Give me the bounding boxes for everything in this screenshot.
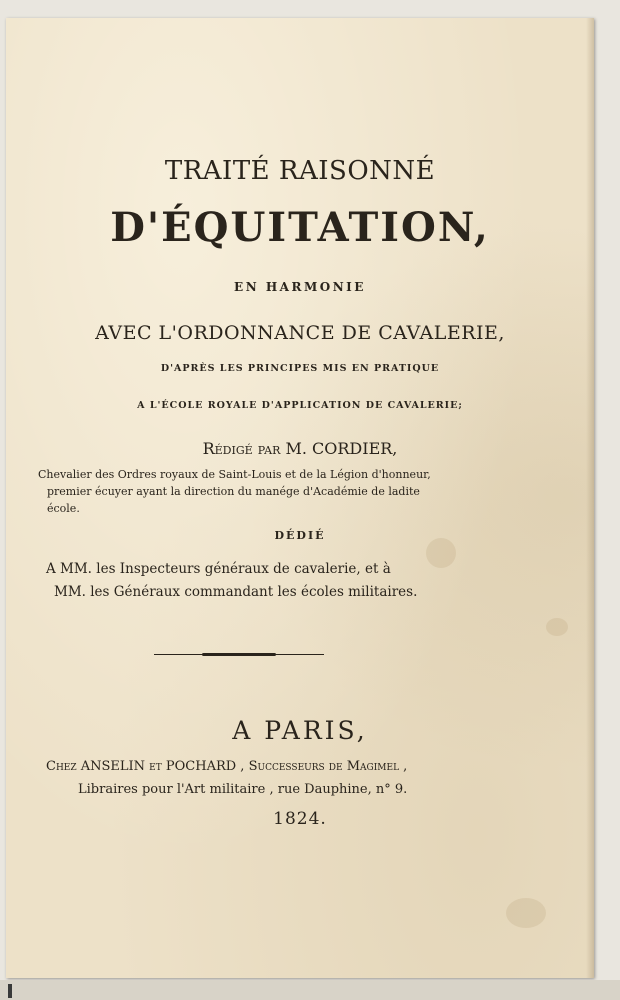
credentials-line-2: premier écuyer ayant la direction du manége d'Académie de ladite xyxy=(47,485,420,498)
dedication-line-1: A MM. les Inspecteurs généraux de cavalerie, et à xyxy=(46,561,391,577)
credentials-line-1: Chevalier des Ordres royaux de Saint-Louis et de la Légion d'honneur, xyxy=(38,468,431,481)
imprint-year: 1824. xyxy=(273,809,327,829)
subtitle-ordonnance: AVEC L'ORDONNANCE DE CAVALERIE, xyxy=(95,322,505,344)
publisher-line-1: Chez ANSELIN et POCHARD , Successeurs de Magimel , xyxy=(46,759,408,774)
publisher-line-2: Libraires pour l'Art militaire , rue Dauphine, n° 9. xyxy=(78,782,408,797)
title-line-2: D'ÉQUITATION, xyxy=(110,204,490,251)
author-credentials xyxy=(38,466,438,517)
paper-stain xyxy=(546,618,568,636)
title-line-1: TRAITÉ RAISONNÉ xyxy=(164,156,436,186)
book-page xyxy=(6,18,594,978)
author-line: Rédigé par M. CORDIER, xyxy=(202,439,398,458)
subtitle-principes: D'APRÈS LES PRINCIPES MIS EN PRATIQUE xyxy=(160,363,440,374)
subtitle-ecole: A L'ÉCOLE ROYALE D'APPLICATION DE CAVALERIE; xyxy=(137,400,463,411)
imprint-city: A PARIS, xyxy=(232,716,368,745)
subtitle-harmonie: EN HARMONIE xyxy=(234,280,366,294)
paper-stain xyxy=(506,898,546,928)
dedication-heading: DÉDIÉ xyxy=(274,529,326,542)
scan-background-strip xyxy=(0,980,620,1000)
dedication-line-2: MM. les Généraux commandant les écoles militaires. xyxy=(54,584,418,600)
ornamental-rule-center xyxy=(202,653,276,656)
scan-edge-mark xyxy=(8,984,12,998)
publisher-block xyxy=(46,755,486,801)
dedication-text xyxy=(46,558,446,604)
credentials-line-3: école. xyxy=(47,502,80,515)
